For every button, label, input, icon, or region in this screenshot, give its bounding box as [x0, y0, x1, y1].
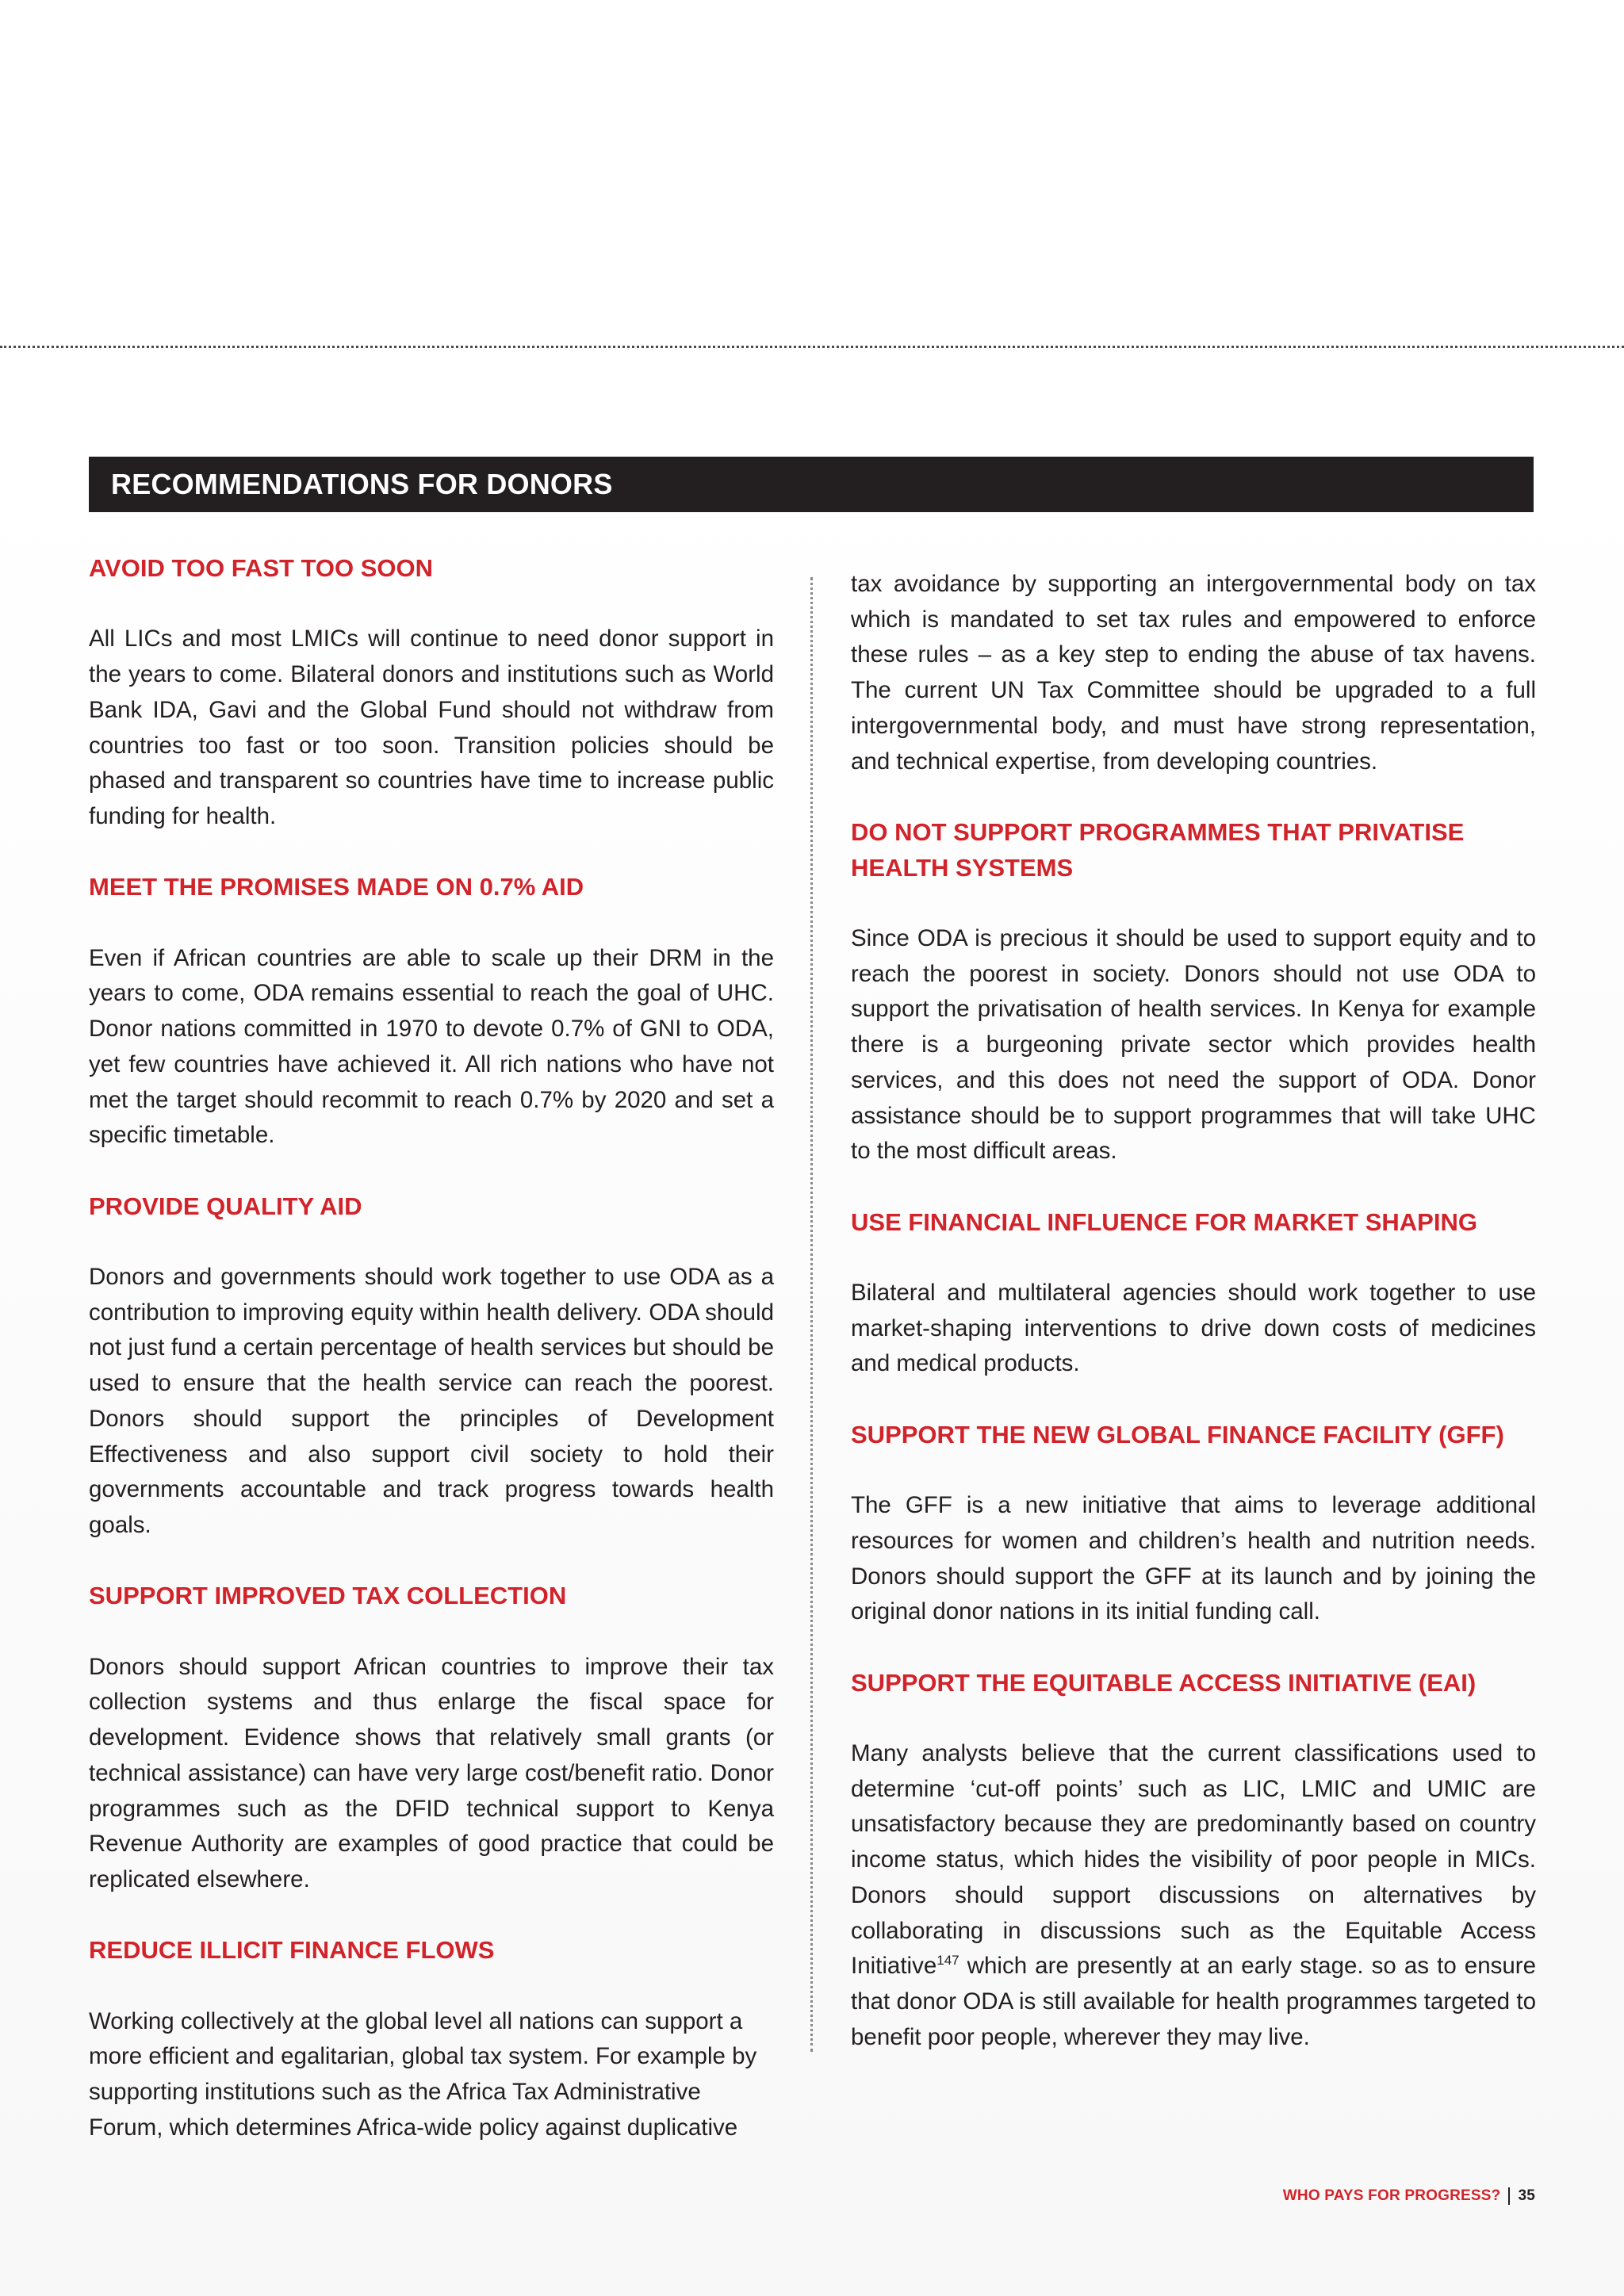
heading-gff: SUPPORT THE NEW GLOBAL FINANCE FACILITY (GFF)	[851, 1420, 1504, 1448]
paragraph-illicit-flows: Working collectively at the global level all nations can support a more efficient and egalitarian, global tax system. For example by supporting institutions such as the Africa Tax Administrative Forum, which determines Africa-wide policy against duplicative	[89, 2007, 757, 2141]
heading-quality-aid: PROVIDE QUALITY AID	[89, 1192, 362, 1220]
right-column	[851, 567, 1536, 2055]
heading-meet-promises: MEET THE PROMISES MADE ON 0.7% AID	[89, 873, 584, 901]
section-banner	[89, 457, 1534, 512]
column-divider	[810, 577, 813, 2052]
footer-separator	[1508, 2187, 1510, 2205]
paragraph-eai-part2: which are presently at an early stage. so as to ensure that donor ODA is still available for health programmes targeted to benefit poor people, wherever they may live.	[851, 1953, 1536, 2050]
heading-tax-collection: SUPPORT IMPROVED TAX COLLECTION	[89, 1582, 567, 1610]
paragraph-gff: The GFF is a new initiative that aims to leverage additional resources for women and children’s health and nutrition needs. Donors should support the GFF at its launch and by joining the original donor nations in its initial funding call.	[851, 1492, 1536, 1625]
paragraph-eai	[851, 1736, 1536, 2055]
left-column	[89, 551, 774, 2146]
footnote-ref-147: 147	[936, 1953, 959, 1969]
heading-eai: SUPPORT THE EQUITABLE ACCESS INITIATIVE (EAI)	[851, 1668, 1477, 1697]
paragraph-no-privatisation: Since ODA is precious it should be used to support equity and to reach the poorest in society. Donors should not use ODA to support the privatisation of health services. In Kenya for example there is a burgeoning private sector which provides health services, and this does not need the support of ODA. Donor assistance should be to support programmes that will take UHC to the most difficult areas.	[851, 925, 1536, 1165]
footer-publication-title: WHO PAYS FOR PROGRESS?	[1282, 2187, 1501, 2204]
paragraph-eai-part1: Many analysts believe that the current classifications used to determine ‘cut-off points’ such as LIC, LMIC and UMIC are unsatisfactory because they are predominantly based on country income status, which hides the visibility of poor people in MICs. Donors should support discussions on alternatives by collaborating in discussions such as the Equitable Access Initiative	[851, 1740, 1536, 1980]
paragraph-quality-aid: Donors and governments should work together to use ODA as a contribution to improving equity within health delivery. ODA should not just fund a certain percentage of health services but should be used to ensure that the health service can reach the poorest. Donors should support the principles of Development Effectiveness and also support civil society to hold their governments accountable and track progress towards health goals.	[89, 1263, 774, 1538]
heading-market-shaping: USE FINANCIAL INFLUENCE FOR MARKET SHAPING	[851, 1207, 1477, 1236]
banner-title: RECOMMENDATIONS FOR DONORS	[111, 468, 613, 500]
paragraph-meet-promises: Even if African countries are able to scale up their DRM in the years to come, ODA remains essential to reach the goal of UHC. Donor nations committed in 1970 to devote 0.7% of GNI to ODA, yet few countries have achieved it. All rich nations who have not met the target should recommit to reach 0.7% by 2020 and set a specific timetable.	[89, 944, 774, 1149]
page-footer	[1283, 2187, 1535, 2205]
paragraph-tax-avoidance-continued: tax avoidance by supporting an intergovernmental body on tax which is mandated to set tax rules and empowered to enforce these rules – as a key step to ending the abuse of tax havens. The current UN Tax Committee should be upgraded to a full intergovernmental body, and must have strong representation, and technical expertise, from developing countries.	[851, 571, 1536, 775]
heading-no-privatisation: DO NOT SUPPORT PROGRAMMES THAT PRIVATISE HEALTH SYSTEMS	[851, 817, 1465, 882]
paragraph-market-shaping: Bilateral and multilateral agencies should work together to use market-shaping interventions to drive down costs of medicines and medical products.	[851, 1280, 1536, 1377]
paragraph-avoid-too-fast: All LICs and most LMICs will continue to need donor support in the years to come. Bilateral donors and institutions such as World Bank IDA, Gavi and the Global Fund should not withdraw from countries too fast or too soon. Transition policies should be phased and transparent so countries have time to increase public funding for health.	[89, 626, 774, 829]
heading-avoid-too-fast: AVOID TOO FAST TOO SOON	[89, 554, 434, 582]
top-dotted-rule	[0, 346, 1624, 348]
heading-illicit-flows: REDUCE ILLICIT FINANCE FLOWS	[89, 1936, 495, 1965]
page-number: 35	[1518, 2187, 1535, 2204]
paragraph-tax-collection: Donors should support African countries to improve their tax collection systems and thus enlarge the fiscal space for development. Evidence shows that relatively small grants (or technical assistance) can have very large cost/benefit ratio. Donor programmes such as the DFID technical support to Kenya Revenue Authority are examples of good practice that could be replicated elsewhere.	[89, 1653, 774, 1892]
